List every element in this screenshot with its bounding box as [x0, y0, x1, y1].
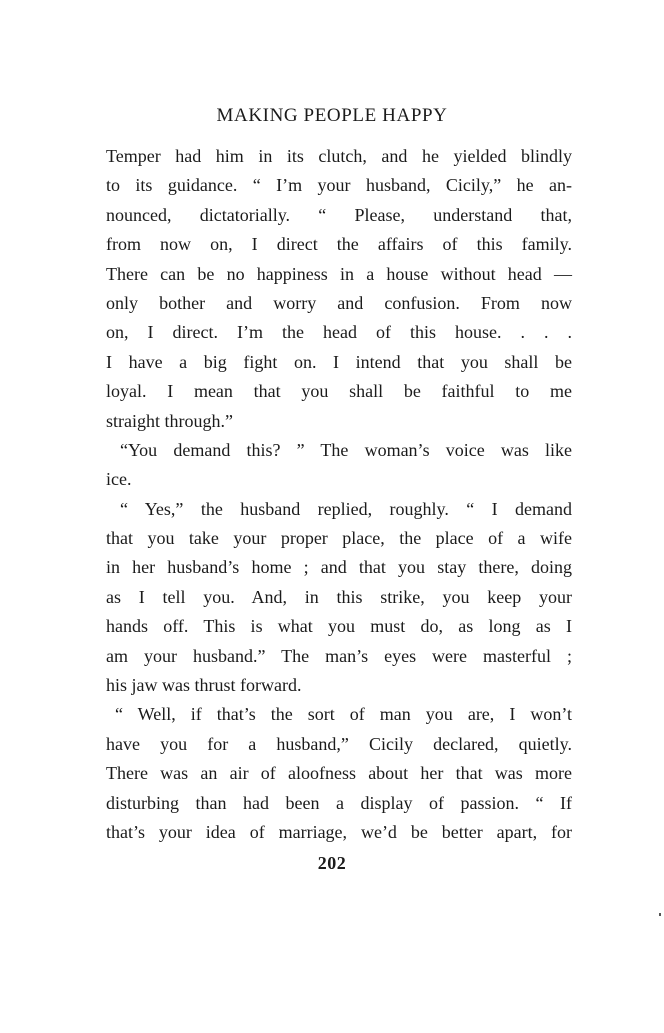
text-line: hands off. This is what you must do, as long as I	[106, 616, 572, 637]
text-line: am your husband.” The man’s eyes were masterful ;	[106, 645, 572, 666]
text-line: to its guidance. “ I’m your husband, Cicily,” he an-	[106, 175, 572, 196]
text-line: have you for a husband,” Cicily declared, quietly.	[106, 733, 572, 754]
running-head: MAKING PEOPLE HAPPY	[216, 105, 448, 126]
text-line: as I tell you. And, in this strike, you keep your	[106, 586, 572, 607]
body-text	[106, 142, 572, 847]
text-line: straight through.”	[106, 410, 233, 431]
text-line: “You demand this? ” The woman’s voice was like	[120, 439, 572, 460]
text-line: on, I direct. I’m the head of this house. . . .	[106, 322, 572, 343]
text-line: “ Yes,” the husband replied, roughly. “ I demand	[120, 498, 572, 519]
page-number: 202	[317, 853, 347, 873]
text-line: that’s your idea of marriage, we’d be better apart, for	[106, 821, 572, 842]
text-line: nounced, dictatorially. “ Please, understand that,	[106, 204, 572, 225]
text-line: from now on, I direct the affairs of this family.	[106, 234, 572, 255]
text-line: in her husband’s home ; and that you stay there, doing	[106, 557, 572, 578]
text-line: I have a big fight on. I intend that you shall be	[106, 351, 572, 372]
text-line: ice.	[106, 469, 132, 490]
scan-speck	[659, 913, 661, 916]
text-line: only bother and worry and confusion. From now	[106, 292, 572, 313]
text-line: There can be no happiness in a house without head —	[106, 263, 572, 284]
text-line: “ Well, if that’s the sort of man you are, I won’t	[115, 704, 572, 725]
text-line: loyal. I mean that you shall be faithful to me	[106, 381, 572, 402]
text-line: Temper had him in its clutch, and he yielded blindly	[106, 146, 572, 166]
text-line: that you take your proper place, the place of a wife	[106, 528, 572, 549]
text-line: There was an air of aloofness about her that was more	[106, 763, 572, 784]
text-line: disturbing than had been a display of passion. “ If	[106, 792, 572, 813]
text-line: his jaw was thrust forward.	[106, 675, 302, 696]
